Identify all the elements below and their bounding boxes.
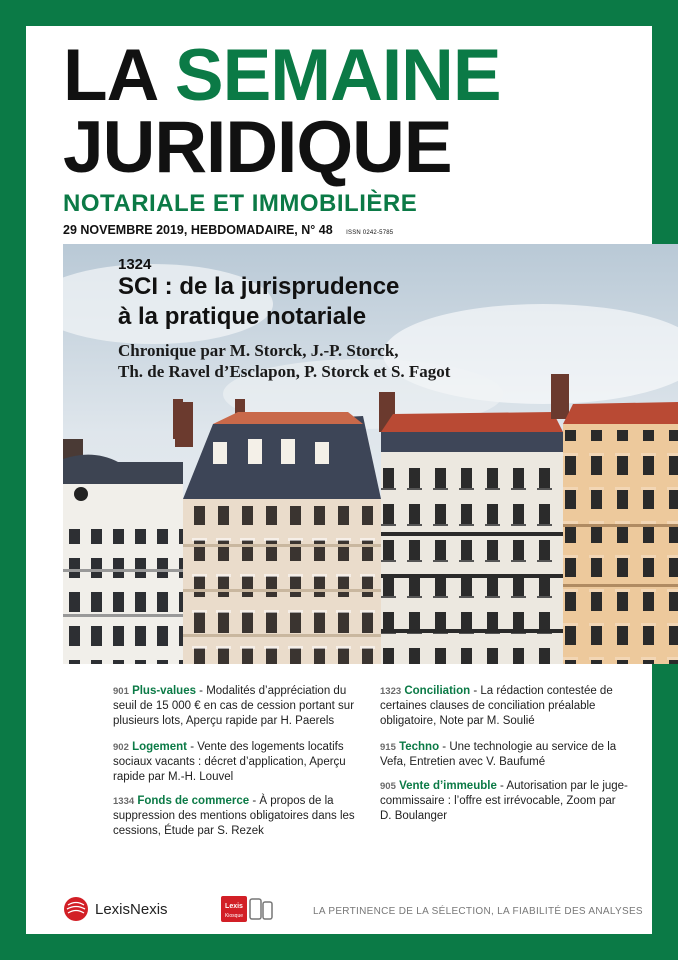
toc-text: - Vente des logements locatifs sociaux vacants : décret d’application, Aperçu rapide par M.-H. Louvel bbox=[113, 741, 346, 783]
byline-line-1: Chronique par M. Storck, J.-P. Storck, bbox=[118, 341, 399, 360]
toc-number: 902 bbox=[113, 742, 129, 753]
toc-entry bbox=[380, 740, 628, 770]
toc-entry bbox=[380, 779, 628, 824]
toc-title: Fonds de commerce bbox=[137, 795, 250, 807]
kiosque-label-2: Kiosque bbox=[224, 913, 244, 919]
issue-date: 29 NOVEMBRE 2019, HEBDOMADAIRE, N° 48 bbox=[63, 223, 333, 237]
toc-title: Plus-values bbox=[132, 685, 196, 697]
toc-number: 901 bbox=[113, 686, 129, 697]
toc-entry bbox=[380, 684, 628, 729]
title-la: LA bbox=[63, 35, 156, 116]
toc-entry bbox=[113, 684, 361, 729]
slogan: LA PERTINENCE DE LA SÉLECTION, LA FIABILITÉ DES ANALYSES bbox=[313, 906, 643, 917]
toc-entry bbox=[113, 740, 361, 785]
article-number: 1324 bbox=[118, 256, 152, 273]
lexis-kiosque-badge bbox=[221, 896, 273, 922]
subtitle: NOTARIALE ET IMMOBILIÈRE bbox=[63, 190, 418, 217]
toc-text: - Autorisation par le juge-commissaire : l’offre est irrévocable, Zoom par D. Boulanger bbox=[380, 780, 628, 822]
kiosque-label-1: Lexis bbox=[225, 903, 243, 910]
byline-line-2: Th. de Ravel d’Esclapon, P. Storck et S. Fagot bbox=[118, 362, 451, 381]
headline-line-1: SCI : de la jurisprudence bbox=[118, 273, 400, 300]
toc-number: 1323 bbox=[380, 686, 402, 697]
title-line-1 bbox=[63, 35, 501, 116]
toc-title: Logement bbox=[132, 741, 188, 753]
article-byline bbox=[118, 340, 450, 382]
issn: ISSN 0242-5785 bbox=[346, 230, 394, 236]
title-semaine: SEMAINE bbox=[174, 35, 501, 116]
publisher-name: LexisNexis bbox=[95, 900, 168, 918]
toc-number: 1334 bbox=[113, 796, 135, 807]
toc-number: 915 bbox=[380, 742, 396, 753]
toc-text: - La rédaction contestée de certaines clauses de conciliation préalable obligatoire, Note par M. Soulié bbox=[380, 685, 613, 727]
dateline bbox=[63, 223, 393, 237]
toc-title: Vente d’immeuble bbox=[399, 780, 497, 792]
toc-text: - Modalités d’appréciation du seuil de 15 000 € en cas de cession portant sur plusieurs lots, Aperçu rapide par H. Paerels bbox=[113, 685, 355, 727]
headline-line-2: à la pratique notariale bbox=[118, 303, 367, 330]
toc-title: Conciliation bbox=[404, 685, 471, 697]
toc-text: - À propos de la suppression des mentions obligatoires dans les cessions, Étude par S. Rezek bbox=[113, 795, 355, 837]
toc-entry bbox=[113, 794, 361, 839]
lexisnexis-logo bbox=[63, 896, 168, 922]
toc-text: - Une technologie au service de la Vefa, Entretien avec V. Baufumé bbox=[380, 741, 617, 768]
title-juridique: JURIDIQUE bbox=[63, 107, 452, 188]
lexisnexis-logo-icon bbox=[63, 896, 89, 922]
toc-number: 905 bbox=[380, 781, 396, 792]
article-headline bbox=[118, 272, 399, 332]
kiosque-icon bbox=[221, 896, 273, 922]
toc-title: Techno bbox=[399, 741, 440, 753]
